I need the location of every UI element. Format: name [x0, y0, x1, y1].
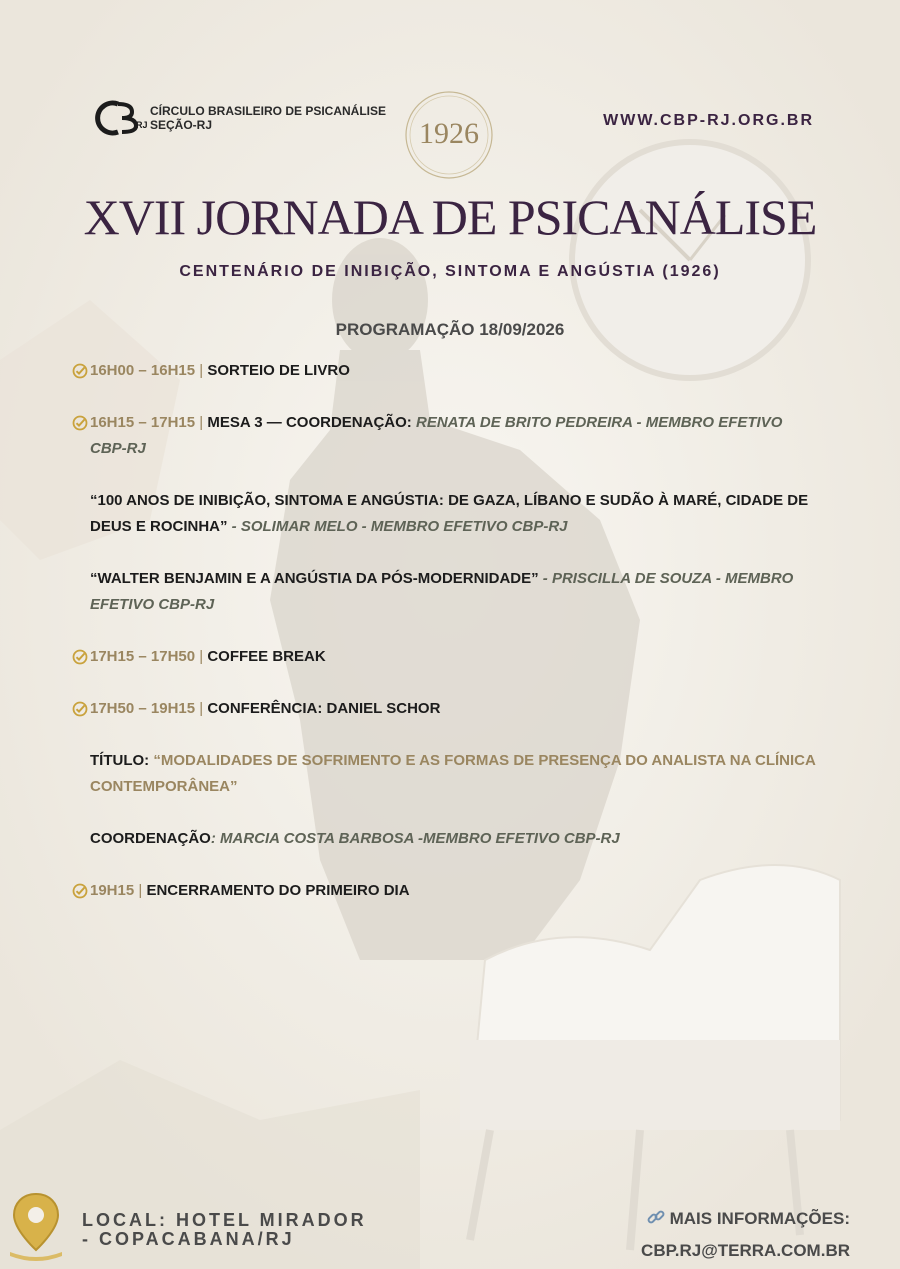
logo-mark-text: RJ	[136, 120, 148, 130]
program-item	[72, 878, 820, 904]
event-subtitle: CENTENÁRIO DE INIBIÇÃO, SINTOMA E ANGÚSTIA (1926)	[179, 263, 721, 280]
separator: |	[199, 414, 204, 431]
talk-entry	[72, 566, 820, 618]
logo-text	[150, 104, 386, 132]
talk-speaker: - PRISCILLA DE SOUZA - MEMBRO EFETIVO CBP-RJ	[90, 570, 794, 613]
info-label-row	[641, 1203, 850, 1235]
talk-speaker: - SOLIMAR MELO - MEMBRO EFETIVO CBP-RJ	[227, 518, 568, 535]
link-icon	[646, 1207, 666, 1227]
logo-line2: SEÇÃO-RJ	[150, 118, 213, 132]
check-circle-icon	[72, 363, 88, 379]
separator: |	[199, 700, 204, 717]
conference-title	[72, 748, 820, 800]
program-item	[72, 410, 820, 462]
program-date: PROGRAMAÇÃO 18/09/2026	[335, 320, 565, 339]
organization-logo	[92, 98, 386, 138]
clock-illustration	[572, 142, 808, 378]
program-item	[72, 644, 820, 670]
coordination-label: COORDENAÇÃO	[90, 830, 211, 847]
separator: |	[195, 648, 208, 665]
cbp-logo-icon	[92, 98, 148, 138]
check-circle-icon	[72, 883, 88, 899]
program-time: 17H50 – 19H15	[90, 700, 196, 717]
program-time: 16H00 – 16H15	[90, 362, 196, 379]
location-line2: - COPACABANA/RJ	[82, 1229, 295, 1249]
conference-coordination	[72, 826, 820, 852]
check-circle-icon	[72, 649, 88, 665]
contact-info	[641, 1203, 850, 1267]
program-time: 17H15 – 17H50	[90, 648, 196, 665]
check-circle-icon	[72, 415, 88, 431]
info-label: MAIS INFORMAÇÕES:	[669, 1209, 850, 1228]
conference-title-value: “MODALIDADES DE SOFRIMENTO E AS FORMAS DE PRESENÇA DO ANALISTA NA CLÍNICA CONTEMPORÂNEA”	[90, 752, 816, 795]
talk-entry	[72, 488, 820, 540]
website-link[interactable]: WWW.CBP-RJ.ORG.BR	[603, 112, 814, 129]
event-title: XVII JORNADA DE PSICANÁLISE	[83, 189, 817, 245]
program-list	[72, 358, 820, 904]
program-text: MESA 3 — COORDENAÇÃO:	[207, 414, 412, 431]
location-line1: LOCAL: HOTEL MIRADOR	[82, 1210, 367, 1230]
program-time: 16H15 – 17H15	[90, 414, 196, 431]
talk-title: “100 ANOS DE INIBIÇÃO, SINTOMA E ANGÚSTIA: DE GAZA, LÍBANO E SUDÃO À MARÉ, CIDADE DE DEUS E ROCINHA”	[90, 492, 809, 535]
separator: |	[199, 362, 204, 379]
coordination-value: : MARCIA COSTA BARBOSA -MEMBRO EFETIVO CBP-RJ	[210, 830, 620, 847]
talk-title: “WALTER BENJAMIN E A ANGÚSTIA DA PÓS-MODERNIDADE”	[90, 570, 539, 587]
check-circle-icon	[72, 701, 88, 717]
coordinator-name: RENATA DE BRITO PEDREIRA - MEMBRO EFETIVO CBP-RJ	[90, 414, 783, 457]
separator: |	[138, 882, 143, 899]
conference-title-label: TÍTULO:	[90, 752, 154, 769]
year-seal	[404, 90, 494, 180]
contact-email[interactable]: CBP.RJ@TERRA.COM.BR	[641, 1241, 850, 1260]
program-item	[72, 358, 820, 384]
event-location	[82, 1211, 367, 1249]
map-pin-icon	[8, 1190, 64, 1262]
program-time: 19H15	[90, 882, 135, 899]
program-text: SORTEIO DE LIVRO	[207, 362, 350, 379]
seal-year: 1926	[419, 117, 479, 150]
program-text: ENCERRAMENTO DO PRIMEIRO DIA	[146, 882, 410, 899]
program-text: CONFERÊNCIA: DANIEL SCHOR	[207, 700, 441, 717]
logo-line1: CÍRCULO BRASILEIRO DE PSICANÁLISE	[150, 104, 387, 118]
program-text: COFFEE BREAK	[207, 648, 326, 665]
program-item	[72, 696, 820, 722]
